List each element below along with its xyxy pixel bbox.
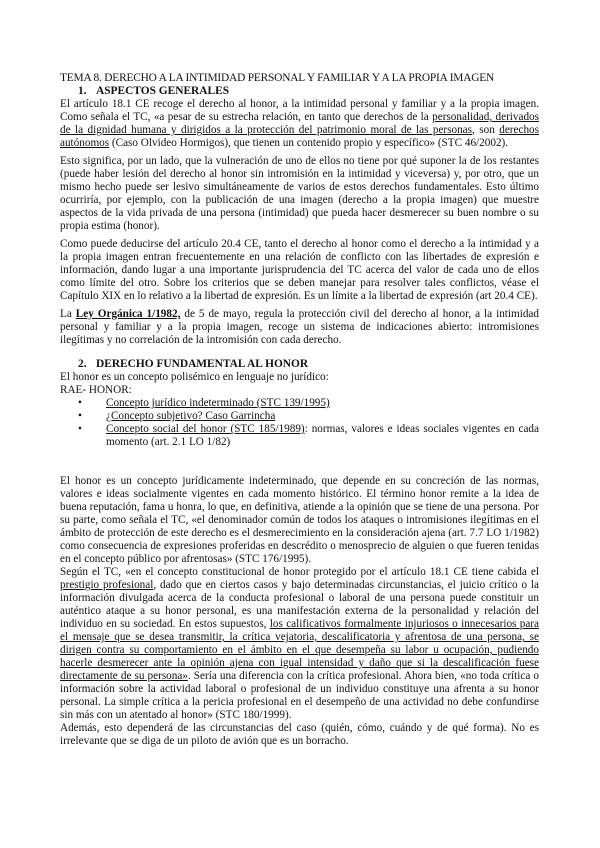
- text: La: [60, 308, 76, 320]
- underlined-text: los calificativos formalmente injuriosos o innecesarios para el mensaje que se desea transmitir, la crítica vejatoria, descalificatoria y afrentosa de una persona, se dirigen contra su comportamiento en el ámbito en el que desempeña su labor u ocupación, pudiendo hacerle desmerecer ante la opinión ajena con igual intensidad y daño que si la descalificación fuese directamente de su persona»: [60, 618, 539, 682]
- text: : normas, valores e ideas sociales vigentes en cada momento (art. 2.1 LO 1/82): [106, 423, 539, 448]
- section-number: 2.: [78, 358, 87, 370]
- text: El artículo 18.1 CE recoge el derecho al honor, a la intimidad personal y familiar y a la propia imagen. Como señala el TC, «a pesar de su estrecha relación, en tanto que derechos de la: [60, 98, 539, 123]
- underlined-text: ¿Concepto subjetivo? Caso Garrincha: [106, 410, 276, 422]
- text: . Sería una diferencia con la crítica profesional. Ahora bien, «no toda crítica o información sobre la actividad laboral o profesional de un individuo constituye una afrenta a su honor personal. La simple crítica a la pericia profesional en el desempeño de una actividad no debe confundirse sin más con un atentado al honor» (STC 180/1999).: [60, 670, 539, 721]
- paragraph: [60, 98, 539, 150]
- section-title: DERECHO FUNDAMENTAL AL HONOR: [96, 358, 309, 370]
- underlined-text: Concepto social del honor (STC 185/1989): [106, 423, 305, 435]
- text: , dado que en ciertos casos y bajo determinadas circunstancias, el juicio crítico o la información divulgada acerca de la conducta profesional o laboral de una persona puede constituir un auténtico ataque a su honor personal, es una manifestación externa de la personalidad y relación del individuo en su sociedad. En estos supuestos,: [60, 579, 540, 630]
- underlined-text: personalidad, derivados de la dignidad humana y dirigidos a la protección del patrimonio moral de las personas: [60, 111, 539, 136]
- document-title: TEMA 8. DERECHO A LA INTIMIDAD PERSONAL Y FAMILIAR Y A LA PROPIA IMAGEN: [60, 72, 495, 84]
- section-heading-1: [78, 85, 539, 98]
- bullet-list: [60, 397, 539, 449]
- paragraph: Además, esto dependerá de las circunstancias del caso (quién, cómo, cuándo y de qué forma). No es irrelevante que se diga de un piloto de avión que es un borracho.: [60, 722, 539, 747]
- section-number: 1.: [78, 85, 87, 97]
- paragraph: RAE- HONOR:: [60, 384, 132, 396]
- paragraph: El honor es un concepto polisémico en lenguaje no jurídico:: [60, 371, 329, 383]
- text: (Caso Olvideo Hormigos), que tienen un contenido propio y específico» (STC 46/2002).: [109, 137, 509, 149]
- law-reference: Ley Orgánica 1/1982,: [75, 308, 181, 320]
- list-item: [106, 397, 539, 410]
- paragraph: Como puede deducirse del artículo 20.4 CE, tanto el derecho al honor como el derecho a la intimidad y a la propia imagen entran frecuentemente en una relación de conflicto con las libertades de expresión e información, dando lugar a una importante jurisprudencia del TC acerca del valor de cada uno de ellos como límite del otro. Sobre los criterios que se deben manejar para resolver tales conflictos, véase el Capítulo XIX en lo relativo a la libertad de expresión. Es un límite a la libertad de expresión (art 20.4 CE).: [60, 238, 539, 302]
- text: Según el TC, «en el concepto constitucional de honor protegido por el artículo 18.1 CE tiene cabida el: [60, 566, 539, 578]
- underlined-text: Concepto jurídico indeterminado (STC 139/1995): [106, 397, 330, 409]
- paragraph: [60, 566, 539, 722]
- paragraph: El honor es un concepto jurídicamente indeterminado, que depende en su concreción de las normas, valores e ideas socialmente vigentes en cada momento histórico. El término honor remite a la idea de buena reputación, fama u honra, lo que, en definitiva, atiende a la opinión que se tiene de una persona. Por su parte, como señala el TC, «el denominador común de todos los ataques o intromisiones ilegítimas en el ámbito de protección de este derecho es el desmerecimiento en la consideración ajena (art. 7.7 LO 1/1982) como consecuencia de expresiones proferidas en descrédito o menosprecio de alguien o que fueren tenidas en el concepto público por afrentosas» (STC 176/1995).: [60, 475, 539, 565]
- list-item: [106, 410, 539, 423]
- text: de 5 de mayo, regula la protección civil del derecho al honor, a la intimidad personal y familiar y a la propia imagen, recoge un sistema de indicaciones abierto: intromisiones ilegítimas y no correlación de la intromisión con cada derecho.: [60, 308, 539, 346]
- paragraph: Esto significa, por un lado, que la vulneración de uno de ellos no tiene por qué suponer la de los restantes (puede haber lesión del derecho al honor sin intromisión en la intimidad y viceversa) y, por otro, que un mismo hecho puede ser lesivo simultáneamente de varios de estos derechos fundamentales. Esto último ocurriría, por ejemplo, con la publicación de una imagen (derecho a la propia imagen) que muestre aspectos de la vida privada de una persona (intimidad) que pueda hacer desmerecer su buen nombre o su propia estima (honor).: [60, 155, 539, 232]
- document-page: [60, 72, 539, 748]
- section-title: ASPECTOS GENERALES: [96, 85, 230, 97]
- underlined-text: derechos autónomos: [60, 124, 540, 149]
- section-heading-2: [78, 358, 539, 371]
- list-item: [106, 423, 539, 449]
- paragraph: [60, 308, 539, 347]
- text: , son: [472, 124, 500, 136]
- underlined-text: prestigio profesional: [60, 579, 154, 591]
